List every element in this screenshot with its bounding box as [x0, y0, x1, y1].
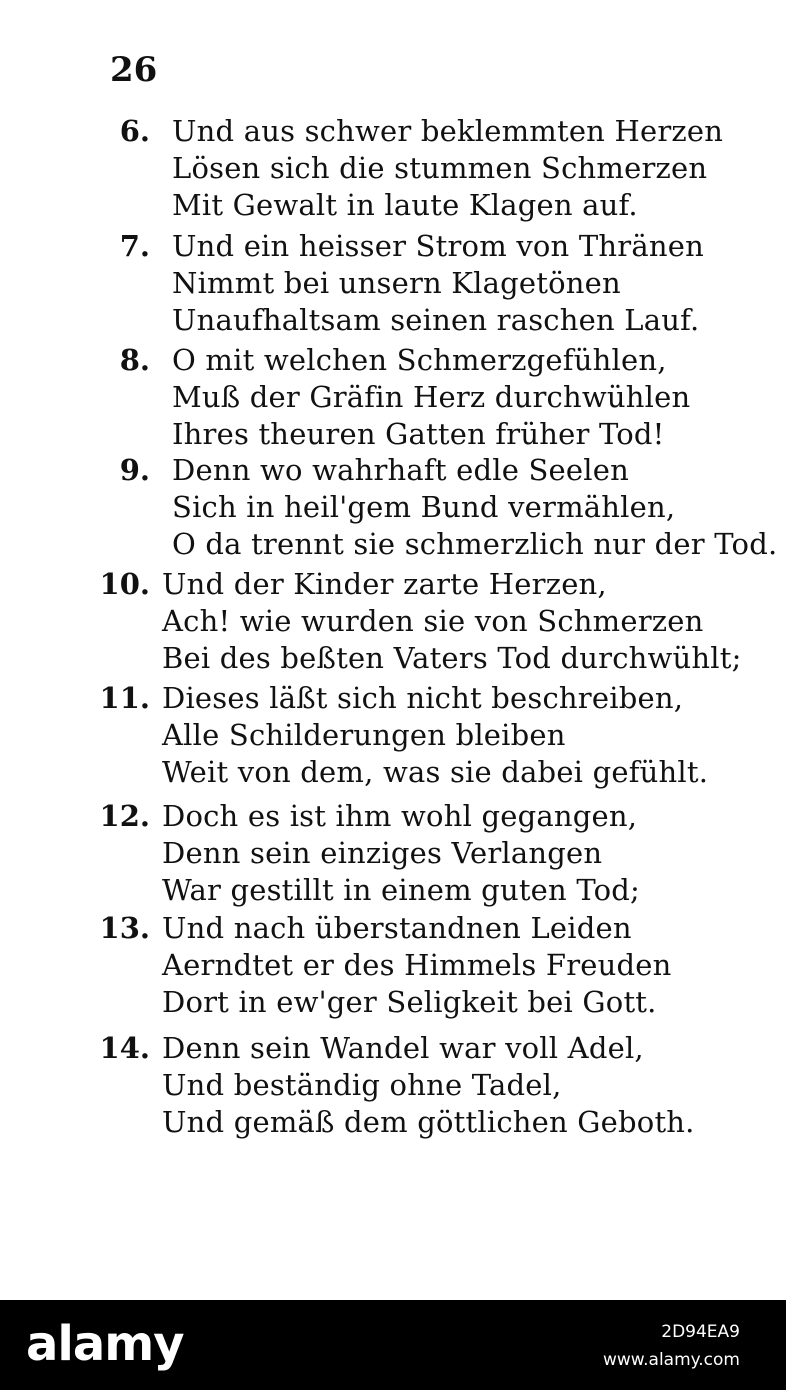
- verse-line: Sich in heil'gem Bund vermählen,: [172, 490, 676, 524]
- stanza-number: 14.: [99, 1031, 150, 1065]
- verse-line: Denn wo wahrhaft edle Seelen: [172, 453, 629, 487]
- verse-line: Und nach überstandnen Leiden: [162, 911, 632, 945]
- verse-line: Bei des beßten Vaters Tod durchwühlt;: [162, 641, 742, 675]
- verse-line: Muß der Gräfin Herz durchwühlen: [172, 380, 691, 414]
- stanza-lines: [172, 228, 704, 339]
- verse-line: Aerndtet er des Himmels Freuden: [162, 948, 672, 982]
- stanza-lines: [162, 680, 708, 791]
- stanza-number: 10.: [99, 567, 150, 601]
- stanza-lines: [172, 113, 723, 224]
- verse-line: O mit welchen Schmerzgefühlen,: [172, 343, 667, 377]
- stanza-number: 8.: [119, 343, 150, 377]
- verse-line: Ach! wie wurden sie von Schmerzen: [162, 604, 704, 638]
- stanza-number: 11.: [99, 681, 150, 715]
- stanza-number: 7.: [119, 229, 150, 263]
- verse-line: Ihres theuren Gatten früher Tod!: [172, 417, 665, 451]
- verse-line: Und ein heisser Strom von Thränen: [172, 229, 704, 263]
- verse-line: Nimmt bei unsern Klagetönen: [172, 266, 621, 300]
- verse-line: Weit von dem, was sie dabei gefühlt.: [162, 755, 709, 789]
- image-id: 2D94EA9: [661, 1322, 740, 1342]
- verse-line: Alle Schilderungen bleiben: [162, 718, 566, 752]
- verse-line: Und gemäß dem göttlichen Geboth.: [162, 1105, 695, 1139]
- verse-line: O da trennt sie schmerzlich nur der Tod.: [172, 527, 778, 561]
- stanza-lines: [162, 1030, 695, 1141]
- stanza-number: 12.: [99, 799, 150, 833]
- watermark-banner: [0, 1300, 786, 1390]
- page-number: 26: [110, 50, 158, 90]
- verse-line: Dieses läßt sich nicht beschreiben,: [162, 681, 684, 715]
- stanza-lines: [162, 566, 742, 677]
- verse-line: Und beständig ohne Tadel,: [162, 1068, 562, 1102]
- verse-line: Denn sein Wandel war voll Adel,: [162, 1031, 644, 1065]
- stanza-number: 9.: [119, 453, 150, 487]
- verse-line: Dort in ew'ger Seligkeit bei Gott.: [162, 985, 657, 1019]
- verse-line: Mit Gewalt in laute Klagen auf.: [172, 188, 638, 222]
- verse-line: Unaufhaltsam seinen raschen Lauf.: [172, 303, 700, 337]
- stanza-number: 6.: [119, 114, 150, 148]
- verse-line: Und der Kinder zarte Herzen,: [162, 567, 607, 601]
- verse-line: War gestillt in einem guten Tod;: [162, 873, 641, 907]
- verse-line: Doch es ist ihm wohl gegangen,: [162, 799, 638, 833]
- verse-line: Und aus schwer beklemmten Herzen: [172, 114, 724, 148]
- site-url: www.alamy.com: [602, 1350, 740, 1370]
- stanza-number: 13.: [99, 911, 150, 945]
- stanza-lines: [162, 910, 672, 1021]
- verse-line: Denn sein einziges Verlangen: [162, 836, 603, 870]
- stanza-lines: [172, 342, 690, 453]
- stanza-lines: [162, 798, 640, 909]
- alamy-logo: alamy: [26, 1316, 184, 1372]
- stanza-lines: [172, 452, 777, 563]
- verse-line: Lösen sich die stummen Schmerzen: [172, 151, 708, 185]
